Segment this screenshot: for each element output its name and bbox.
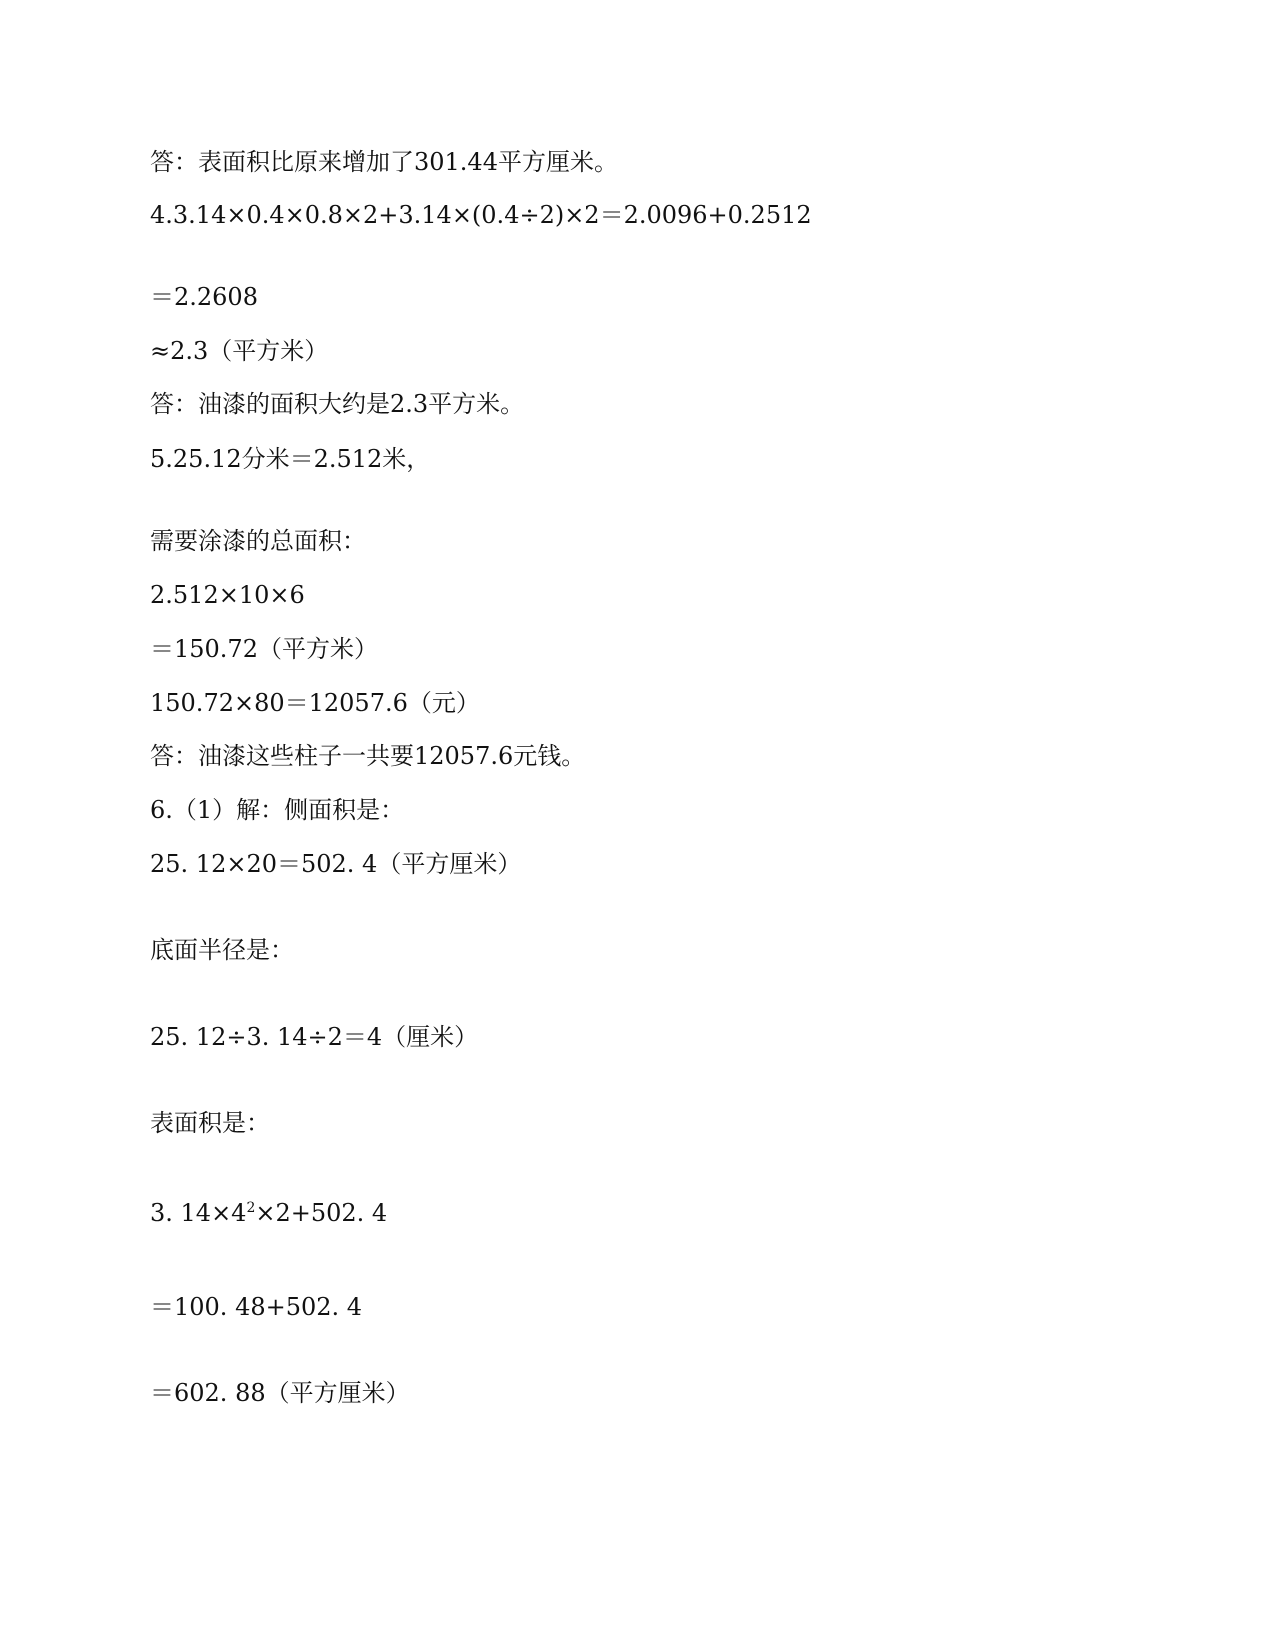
answer-line-5: 答：油漆这些柱子一共要12057.6元钱。 bbox=[150, 742, 586, 770]
solution-5-line-2: 需要涂漆的总面积： bbox=[150, 527, 366, 555]
solution-5-line-1: 5.25.12分米＝2.512米， bbox=[150, 445, 431, 473]
solution-4-line-3: ≈2.3（平方米） bbox=[150, 337, 329, 365]
solution-6-line-3: 25. 12÷3. 14÷2＝4（厘米） bbox=[150, 1023, 479, 1051]
formula-exponent: 2 bbox=[246, 1200, 256, 1216]
solution-4-line-2: ＝2.2608 bbox=[150, 283, 258, 311]
solution-4-line-1: 4.3.14×0.4×0.8×2+3.14×(0.4÷2)×2＝2.0096+0.2512 bbox=[150, 201, 812, 229]
answer-line-1: 答：表面积比原来增加了301.44平方厘米。 bbox=[150, 148, 618, 176]
solution-6-heading: 6.（1）解：侧面积是： bbox=[150, 796, 405, 824]
formula-before: 3. 14×4 bbox=[150, 1199, 247, 1227]
solution-6-line-1: 25. 12×20＝502. 4（平方厘米） bbox=[150, 850, 522, 878]
solution-5-line-3: 2.512×10×6 bbox=[150, 581, 305, 609]
solution-6-formula bbox=[150, 1198, 387, 1228]
solution-6-line-2: 底面半径是： bbox=[150, 936, 294, 964]
solution-5-line-4: ＝150.72（平方米） bbox=[150, 635, 378, 663]
solution-6-line-5: ＝100. 48+502. 4 bbox=[150, 1293, 363, 1321]
solution-5-line-5: 150.72×80＝12057.6（元） bbox=[150, 689, 480, 717]
formula-after: ×2+502. 4 bbox=[255, 1199, 388, 1227]
solution-6-line-6: ＝602. 88（平方厘米） bbox=[150, 1379, 410, 1407]
answer-line-4: 答：油漆的面积大约是2.3平方米。 bbox=[150, 390, 525, 418]
solution-6-line-4: 表面积是： bbox=[150, 1109, 270, 1137]
